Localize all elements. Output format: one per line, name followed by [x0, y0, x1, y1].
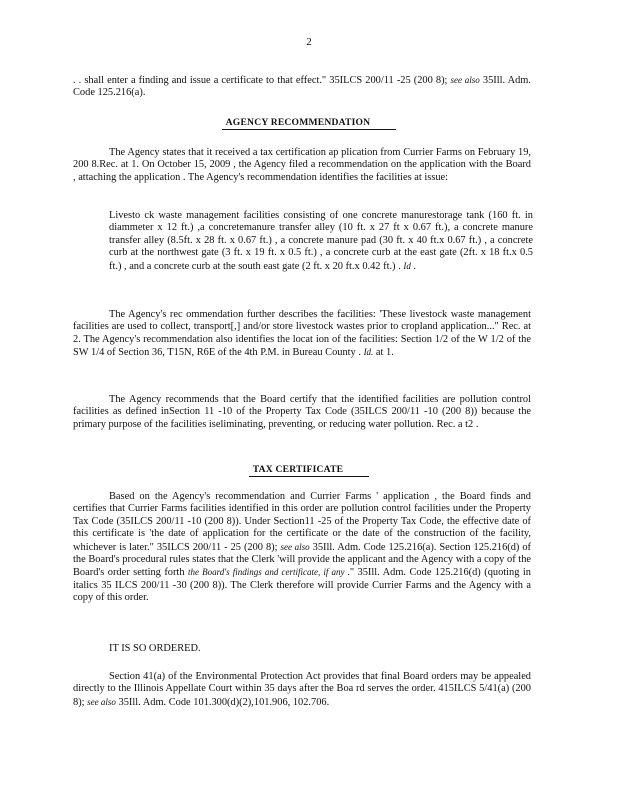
- tax-certificate-heading: [0, 464, 618, 477]
- agency-states-paragraph: The Agency states that it received a tax certification ap plication from Currier Farms on February 19, 200 8.Rec. at 1. On October 15, 2009 , the Agency filed a recommendation on the application with the Board , attaching the application . The Agency's recommendation identifies the facilities at issue:: [73, 147, 531, 183]
- recommendation-paragraph: The Agency recommends that the Board certify that the identified facilities are pollution control facilities as defined inSection 11 -10 of the Property Tax Code (35ILCS 200/11 -10 (200 8)) because the primary purpose of the facilities iseliminating, preventing, or reducing water pollution. Rec. a t2 .: [73, 394, 531, 430]
- heading2-text: TAX CERTIFICATE: [249, 464, 370, 477]
- page-number: 2: [306, 36, 312, 48]
- finding-paragraph: [73, 491, 531, 605]
- para4-text-c: " 35Ill. Adm. Code 125.216(d) (quoting in italics 35 ILCS 200/11 -30 (200 8)). The Clerk therefore will provide Currier Farms and the Agency with a copy of this order.: [73, 567, 531, 604]
- para4-see-also: see also: [280, 541, 310, 552]
- agency-recommendation-heading: [0, 117, 618, 130]
- para0-see-also: see also: [450, 75, 480, 85]
- appeal-paragraph: [73, 671, 531, 709]
- facilities-block-quote: Livesto ck waste management facilities consisting of one concrete manurestorage tank (160 ft. in diammeter x 12 ft.) ,a concretemanure transfer alley (10 ft. x 27 ft x 0.67 ft.), a concrete manure transfer alley (8.5ft. x 28 ft. x 0.67 ft.) , a concrete manure pad (30 ft. x 40 ft.x 0.67 ft.) , a concrete curb at the northwest gate (3 ft. x 19 ft. x 0.5 ft.) , a concrete curb at the east gate (2ft. x 18 ft.x 0.5 ft.) , and a concrete curb at the south east gate (2 ft. x 20 ft.x 0.42 ft.) . Id .: [109, 210, 533, 272]
- quote-id: Id: [403, 260, 411, 271]
- description-paragraph: [73, 309, 531, 360]
- para5-see-also: see also: [87, 696, 116, 707]
- para5-text-a: Section 41(a) of the Environmental Protection Act provides that final Board orders may be appealed directly to the Illinois Appellate Court within 35 days after the Boa rd serves the order. 415ILCS 5/41(a) (200 8);: [73, 671, 531, 708]
- para2-text: The Agency's rec ommendation further describes the facilities: 'These livestock waste management facilities are used to collect, transport[,] and/or store livestock wastes prior to cropland application..." Rec. at 2. The Agency's recommendation also identifies the locat ion of the facilities: Section 1/2 of the W 1/2 of the SW 1/4 of Section 36, T15N, R6E of the 4th P.M. in Bureau County .: [73, 309, 531, 359]
- para2-id: Id.: [363, 347, 374, 358]
- para4-text-b: 35Ill. Adm. Code 125.216(a). Section 125.216(d) of the Board's procedural rules states that the Clerk 'will provide the applicant and the Agency with a copy of the Board's order setting forth: [73, 541, 532, 579]
- para4-text-a: Based on the Agency's recommendation and Currier Farms ' application , the Board finds and certifies that Currier Farms facilities identified in this order are pollution control facilities under the Property Tax Code (35ILCS 200/11 -10 (200 8)). Under Section11 -25 of the Property Tax Code, the effective date of this certificate is 'the date of application for the certificate or the date of the construction of the facility, whichever is later." 35ILCS 200/11 - 25 (200 8);: [73, 491, 531, 553]
- so-ordered-line: IT IS SO ORDERED.: [109, 643, 201, 654]
- continuation-paragraph: [73, 74, 531, 100]
- para4-italic-quote: the Board's findings and certificate, if any .: [187, 567, 350, 578]
- para0-citation: 35Ill. Adm. Code 125.216(a).: [73, 75, 531, 99]
- para2-end: at 1.: [375, 347, 394, 359]
- para0-text: . . shall enter a finding and issue a certificate to that effect." 35ILCS 200/11 -25 (200 8);: [73, 75, 448, 86]
- para5-text-b: 35Ill. Adm. Code 101.300(d)(2),101.906, 102.706.: [118, 696, 330, 708]
- heading1-text: AGENCY RECOMMENDATION: [222, 117, 397, 130]
- quote-text: Livesto ck waste management facilities consisting of one concrete manurestorage tank (160 ft. in diammeter x 12 ft.) ,a concretemanure transfer alley (10 ft. x 27 ft x 0.67 ft.), a concrete manure transfer alley (8.5ft. x 28 ft. x 0.67 ft.) , a concrete manure pad (30 ft. x 40 ft.x 0.67 ft.) , a concrete curb at the northwest gate (3 ft. x 19 ft. x 0.5 ft.) , a concrete curb at the east gate (2ft. x 18 ft.x 0.5 ft.) , and a concrete curb at the south east gate (2 ft. x 20 ft.x 0.42 ft.) .: [109, 210, 533, 272]
